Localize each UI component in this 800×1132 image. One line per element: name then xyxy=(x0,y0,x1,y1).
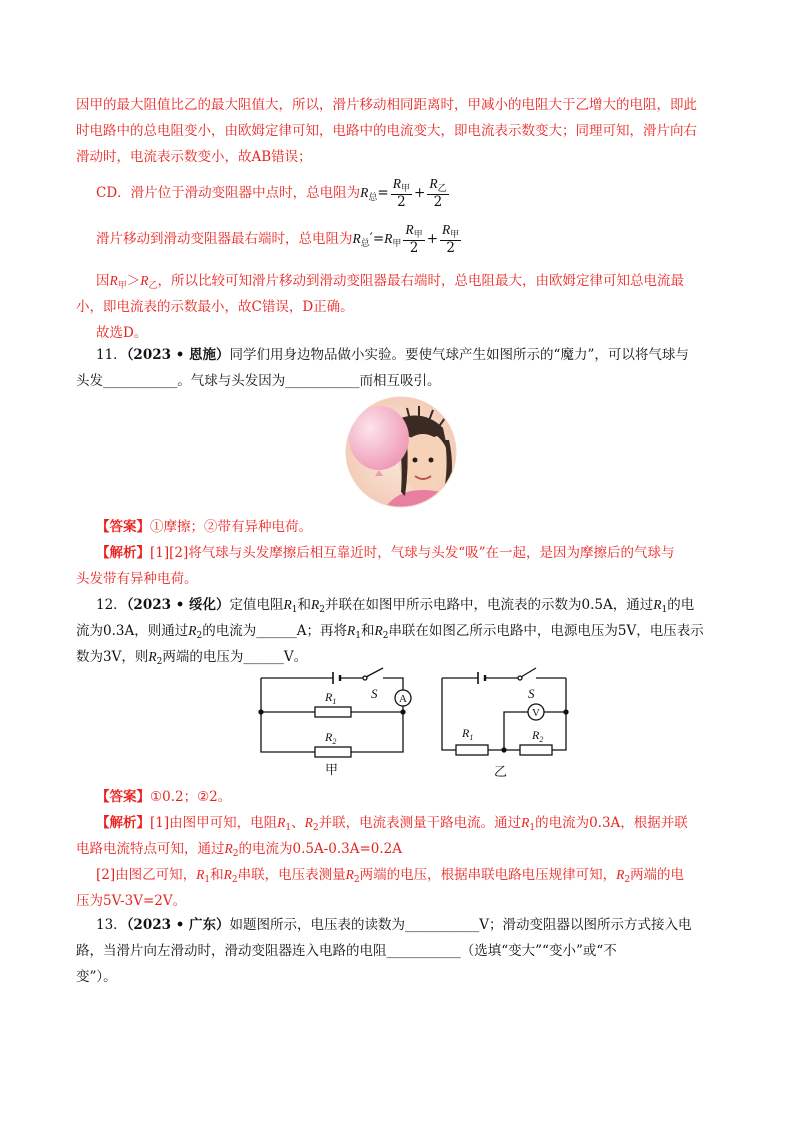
r-sym: R xyxy=(653,597,662,612)
cmp-r1-sub: 甲 xyxy=(117,281,127,291)
t: 和 xyxy=(360,623,375,639)
analysis-tag: 【解析】 xyxy=(96,815,150,831)
t: 和 xyxy=(210,867,224,883)
frac-den: 2 xyxy=(433,194,443,211)
q11-source: （2023 • 恩施） xyxy=(126,347,230,363)
q12-answer xyxy=(96,784,736,810)
q11-text-1: 同学们用身边物品做小实验。要使气球产生如图所示的“魔力”，可以将气球与 xyxy=(229,347,689,363)
q11-answer xyxy=(96,514,736,540)
circuit-yi-diagram xyxy=(432,664,582,780)
analysis-tag: 【解析】 xyxy=(96,545,150,561)
q11-number: 11． xyxy=(96,347,127,363)
t: 的电流为0.3A，根据并联 xyxy=(535,815,688,831)
r1-label: $R_1$ xyxy=(462,726,474,742)
answer-text: ①摩擦；②带有异种电荷。 xyxy=(150,519,312,535)
explanation-line-3: 滑动时，电流表示数变小，故AB错误； xyxy=(76,149,312,165)
t: 并联，电流表测量干路电流。通过 xyxy=(318,815,522,831)
frac-den: 2 xyxy=(446,240,455,257)
re-prime-eq: ′= xyxy=(369,230,385,247)
re-frac-2 xyxy=(440,222,461,257)
balloon-hair-photo xyxy=(345,396,457,508)
re-r2-symbol: R xyxy=(384,230,393,246)
cmp-r1: R xyxy=(109,273,118,288)
t: 和 xyxy=(297,597,312,613)
q11-analysis-2: 头发带有异种电荷。 xyxy=(76,571,198,587)
r-sub: 1 xyxy=(204,875,211,885)
r-sub: 1 xyxy=(291,605,298,615)
re-r-sub: 总 xyxy=(360,238,370,249)
junction-dot xyxy=(401,710,405,714)
t: 两端的电 xyxy=(630,867,685,883)
r-sym: R xyxy=(521,815,530,830)
compare-line-2: 小，即电流表的示数最小，故C错误，D正确。 xyxy=(76,299,354,315)
r-sub: 2 xyxy=(353,875,360,885)
q11-line-1 xyxy=(96,342,736,368)
q12-analysis-4: 压为5V-3V=2V。 xyxy=(76,893,187,909)
explanation-line-2: 时电路中的总电阻变小，由欧姆定律可知，电路中的电流变大，即电流表示数变大；同理可知，滑片向右 xyxy=(76,123,697,139)
junction-dot xyxy=(502,748,506,752)
t: 串联，电压表测量 xyxy=(237,867,346,883)
r2-label: $R_2$ xyxy=(532,728,544,744)
cmp-r2-sub: 乙 xyxy=(148,281,158,291)
r-sub: 2 xyxy=(312,823,319,833)
r-sub: 2 xyxy=(319,605,326,615)
re-r2-sub: 甲 xyxy=(392,238,402,249)
switch-blade xyxy=(521,668,536,677)
q13-line-2: 路，当滑片向左滑动时，滑动变阻器连入电路的电阻___________（选填“变大”“变小”或“不 xyxy=(76,943,617,959)
r-sym: R xyxy=(223,867,232,882)
answer-text: ①0.2；②2。 xyxy=(150,789,232,805)
r-sub: 1 xyxy=(355,631,361,641)
cd-plus: + xyxy=(414,184,426,201)
r-sub: 1 xyxy=(529,823,536,833)
t: [2]由图乙可知， xyxy=(96,867,197,883)
r-sym: R xyxy=(346,623,356,638)
cd-r-symbol: R xyxy=(360,184,369,200)
cd-r-sub: 总 xyxy=(368,192,378,203)
t: 电路电流特点可知，通过 xyxy=(76,841,225,857)
cd-frac-1 xyxy=(391,176,412,211)
cd-frac-2 xyxy=(427,176,448,211)
frac-num-sub: 乙 xyxy=(437,184,447,194)
t: 的电流为0.5A-0.3A=0.2A xyxy=(238,841,403,857)
r-sub: 2 xyxy=(156,657,163,667)
r-sym: R xyxy=(196,867,205,882)
right-end-formula-line xyxy=(96,222,736,257)
q11-analysis-1 xyxy=(96,540,736,566)
frac-num: R xyxy=(392,176,401,191)
r-sym: R xyxy=(277,815,286,830)
r-sym: R xyxy=(616,867,625,882)
right-end-text: 滑片移动到滑动变阻器最右端时，总电阻为 xyxy=(96,230,353,247)
cd-formula-line xyxy=(96,176,736,211)
q13-line-1 xyxy=(96,912,736,938)
q11-line-2: 头发___________。气球与头发因为___________而相互吸引。 xyxy=(76,373,441,389)
cmp-gt: ＞ xyxy=(126,273,141,289)
junction-dot xyxy=(259,710,263,714)
r-sym: R xyxy=(283,597,292,612)
cmp-pre: 因 xyxy=(96,273,110,289)
t: 两端的电压，根据串联电路电压规律可知， xyxy=(359,867,617,883)
r1-label: $R_1$ xyxy=(325,690,337,706)
frac-num-sub: 甲 xyxy=(400,184,410,194)
choose-line: 故选D。 xyxy=(96,325,148,341)
resistor-r1 xyxy=(456,745,488,755)
q12-number: 12． xyxy=(96,597,127,613)
t: 流为0.3A，则通过 xyxy=(76,623,189,639)
answer-tag: 【答案】 xyxy=(96,789,150,805)
q12-source: （2023 • 绥化） xyxy=(126,597,230,613)
cd-formula xyxy=(360,176,450,211)
answer-tag: 【答案】 xyxy=(96,519,150,535)
r-sub: 2 xyxy=(232,849,239,859)
r-sym: R xyxy=(224,841,233,856)
r2-label: $R_2$ xyxy=(325,730,337,746)
circuit-jia-diagram xyxy=(255,664,415,780)
right-end-formula: $R_总'=R_甲$ $\frac{R_甲}{2}$ + $\frac{R_甲}{2}$ xyxy=(352,222,460,257)
r-sym: R xyxy=(304,815,313,830)
cd-text: CD．滑片位于滑动变阻器中点时，总电阻为 xyxy=(96,184,361,201)
t: [1]由图甲可知，电阻 xyxy=(150,815,278,831)
analysis-text: [1][2]将气球与头发摩擦后相互靠近时，气球与头发“吸”在一起，是因为摩擦后的气球与 xyxy=(150,545,675,561)
r-sym: R xyxy=(374,623,383,638)
t: 的电流为______A；再将 xyxy=(202,623,347,639)
t: 定值电阻 xyxy=(229,597,284,613)
q13-number: 13． xyxy=(96,917,127,933)
r-sub: 2 xyxy=(624,875,631,885)
frac-num-sub: 甲 xyxy=(413,230,423,240)
ammeter-label: A xyxy=(399,693,407,705)
t: 两端的电压为______V。 xyxy=(162,649,308,665)
resistor-r1 xyxy=(315,707,351,717)
frac-num: R xyxy=(429,176,438,191)
figure-jia-caption: 甲 xyxy=(325,763,339,778)
r-sub: 2 xyxy=(196,631,203,641)
q13-source: （2023 • 广东） xyxy=(126,917,230,933)
wire xyxy=(383,678,403,690)
junction-dot xyxy=(564,710,568,714)
frac-num: R xyxy=(405,222,414,237)
frac-num: R xyxy=(442,222,451,237)
t: 并联在如图甲所示电路中，电流表的示数为0.5A，通过 xyxy=(325,597,654,613)
cd-eq: = xyxy=(377,184,389,201)
t: 、 xyxy=(291,815,305,831)
r-sym: R xyxy=(345,867,354,882)
frac-den: 2 xyxy=(409,240,419,257)
re-r-symbol: R xyxy=(352,230,361,246)
r-sym: R xyxy=(188,623,197,638)
t: 数为3V，则 xyxy=(76,649,149,665)
voltmeter-label: V xyxy=(532,707,540,719)
q13-line-3: 变”）。 xyxy=(76,969,117,985)
r-sym: R xyxy=(311,597,320,612)
frac-num-sub: 甲 xyxy=(450,230,460,240)
r-sub: 1 xyxy=(661,605,668,615)
resistor-r2 xyxy=(315,747,351,757)
r-sub: 2 xyxy=(231,875,238,885)
frac-den: 2 xyxy=(397,194,406,211)
resistor-r2 xyxy=(520,745,552,755)
cmp-r2: R xyxy=(140,273,149,288)
cmp-rest: ，所以比较可知滑片移动到滑动变阻器最右端时，总电阻最大，由欧姆定律可知总电流最 xyxy=(157,273,685,289)
t: 串联在如图乙所示电路中，电源电压为5V，电压表示 xyxy=(388,623,704,639)
switch-blade xyxy=(366,668,383,677)
explanation-line-1: 因甲的最大阻值比乙的最大阻值大，所以，滑片移动相同距离时，甲减小的电阻大于乙增大的电阻，即此 xyxy=(76,97,697,113)
q13-text-1: 如题图所示，电压表的读数为___________V；滑动变阻器以图所示方式接入电 xyxy=(229,917,692,933)
r-sub: 1 xyxy=(285,823,292,833)
r-sym: R xyxy=(148,649,157,664)
figure-yi-caption: 乙 xyxy=(494,765,508,780)
switch-label: S xyxy=(371,686,378,701)
t: 的电 xyxy=(667,597,695,613)
r-sub: 2 xyxy=(382,631,389,641)
switch-label: S xyxy=(528,686,535,701)
re-frac-1 xyxy=(403,222,424,257)
